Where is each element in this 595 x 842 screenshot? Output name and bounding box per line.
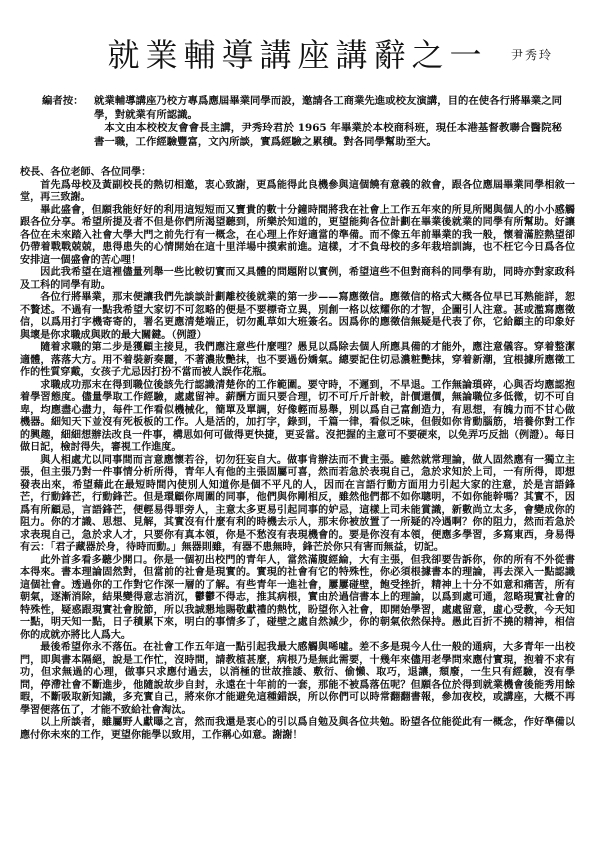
paragraph: 與人相處尤以同事間而言意應懷若谷，切勿狂妄自大。做事肯辦法而不貴主張。雖然就常理論，做人固然應有一獨立主張，但主張乃對一件事情分析所得，青年人有他的主張固屬可喜，然而若急於表現自己，急於求知於上司，一有所得，即想發表出來，希望藉此在最短時間內使別人知道你是個不平凡的人，因而在言語行動方面用力引起大家的注意，於是言語鋒芒，行動鋒芒，行動鋒芒。但是環顧你周圍的同事，他們與你剛相反，雖然他們都不如你聰明，不如你能幹嗎？其實不，因爲有所顧忌，言語鋒芒，便輕易得罪旁人，主意太多更易引起同事的妒忌，這樣上司未能賞識，新數尚立太多，會變成你的阻力。你的才識、思想、見解，其實沒有什麼有利的時機去示人，那末你被放置了一所疑的冷遇啊？你的阻力，然而若急於求表現自己，急於求人才，只要你有真本領，你是不愁沒有表現機會的。要是你沒有本領，便應多學習，多寫東西，身易得有云：「君子藏器於身，待時而動。」無器則雖，有器不患無時，鋒芒於你只有害而無益，切記。 bbox=[20, 454, 575, 553]
page-title: 就業輔導講座講辭之一 bbox=[107, 36, 488, 74]
salutation: 校長、各位老師、各位同學： bbox=[20, 167, 152, 178]
editor-note-body bbox=[94, 95, 562, 149]
paragraph: 畢此盛會，但願我能好好的利用這短短而又寶貴的數十分鐘時間將我在社會上工作五年來的所見所聞與個人的小小感觸跟各位分享。希望所提及者不但是你們所渴望聽到，所樂於知道的，更望能夠各位計劃在畢業後就業的同學有所幫助。好讓各位在未來踏入社會大學大門之前先行有一概念，在心理上作好適當的準備。而不像五年前畢業的我一般，懷着滿腔熱望卻仍帶着戰戰兢兢，患得患失的心情開始在這十里洋場中摸索前進。這樣，才不負母校的多年栽培訓誨，也不枉它今日爲各位安排這一個盛會的苦心哩！ bbox=[20, 204, 575, 266]
paragraph: 因此我希望在這裡儘量列舉一些比較切實而又具體的問題附以實例，希望這些不但對商科的同學有助，同時亦對家政科及工科的同學有助。 bbox=[20, 267, 575, 291]
title-row bbox=[0, 30, 595, 78]
paragraph: 此外首多看多聽少開口。你是一個初出校門的青年人，當然滿腹經綸，大有主張，但我卻要告訴你，你的所有不外從書本得來。書本理論固然對，但當前的社會是現實的。實現的社會有它的特殊性，你必須根據書本的理論，再去深入一點認識這個社會。透過你的工作對它作深一層的了解。有些青年一進社會，屢屢碰壁，飽受挫折，精神上十分不如意和痛苦，所有朝氣，逐漸消除，結果變得意志消沉，鬱鬱不得志，推其病根，實由於過信書本上的理論，以爲到處可通，忽略現實社會的特殊性，疑惑跟現實社會脫節，所以我誠懇地賜敬獻禮的熱忱，盼望你入社會，即開始學習，處處留意，虛心受教，今天知一點，明天知一點，日子積累下來，明白的事情多了，碰壁之處自然減少，你的朝氣依然保持。愚此百折不撓的精神，相信你的成就亦將比人爲大。 bbox=[20, 554, 575, 641]
paragraph: 以上所談者，雖屬野人獻曝之言，然而我還是衷心的引以爲自勉及與各位共勉。盼望各位能從此有一概念，作好準備以應付你未來的工作，更望你能學以致用，工作稱心如意。謝謝！ bbox=[20, 717, 575, 741]
paragraph: 最後希望你永不落伍。在社會工作五年這一點引起我最大感觸與唏噓。差不多是現今人仕一般的通病，大多青年一出校門，即與書本隔絕，說是工作忙，沒時間，請教植甚麼，病根乃是無此需要，十幾年來儘用老學問來應付實現，抱着不求有功，但求無過的心理，做事只求應付過去，以消極的世故推諉、敷衍、偷懶、取巧，退讓，頹廢，一生只有經驗，沒有學問，停滯社會不斷進步，他隨說故步自封，永遠在十年前的一套，那能不被爲落伍呢？但願各位於得到就業機會後能秀用餘暇，不斷吸取新知識，多充實自己，將來你才能避免這種錯誤，所以你們可以時常翻翻書報，參加夜校，或講座，大概不再學習便落伍了，才能不致給社會淘汰。 bbox=[20, 642, 575, 716]
paragraph: 隨着求職的第二步是獲顧主接見，我們應注意些什麼哩？愚見以爲除去個人所應具備的才能外，應注意儀容。穿着整潔適體，落落大方。用不着裝新奏麗，不著濃妝艷抹，也不要過份嬌氣。總要記住切忌濃粧艷抹，穿着新潮，宜根據所應徵工作的性質穿戴，女孩子尤忌因打扮不當而被人誤作花瓶。 bbox=[20, 342, 575, 378]
editor-note-line: 本文由本校校友會會長主講，尹秀玲君於 1965 年畢業於本校商科班，現任本港基督教聯合醫院秘書一職，工作經驗豐富，文內所談，實爲經驗之累積。對各同學幫助至大。 bbox=[94, 122, 562, 148]
editor-note-label: 編者按： bbox=[42, 95, 84, 107]
paragraph: 首先爲母校及黃副校長的熱切相邀，衷心致謝，更爲能得此良機參與這個饒有意義的敘會，跟各位應屆畢業同學相敘一堂，再三致謝。 bbox=[20, 179, 575, 203]
paragraph: 各位行將畢業，那末便讓我們先談談計劃離校後就業的第一步——寫應徵信。應徵信的格式大概各位早已耳熟能詳，恕不贅述。不過有一點我希望大家切不可忽略的便是不要標奇立異，別創一格以炫耀你的才智，企圖引人注意。甚或濫寫應徵信，以爲用打字機寄寄的，署名更應清楚端正，切勿亂草如大班簽名。因爲你的應徵信無疑是代表了你，它給顧主的印象好與壞是你求職成與敗的最大關鍵。（例證） bbox=[20, 292, 575, 341]
article-body bbox=[20, 167, 575, 742]
paragraph: 求職成功那末在得到職位後該先行認識清楚你的工作範圍。要守時，不遲到，不早退。工作無論瑣碎，心與否均應認抱着學習態度。儘量學取工作經驗，處處留神。薪酬方面只要合理，切不可斤斤計較，計價還價，無論職位多低微，切不可自卑，均應盡心盡力，每件工作看似機械化，簡單及單調，好像輕而易舉，別以爲自己富創造力，有思想，有魄力而不甘心做機器。細知天下並沒有死板板的工作。人是活的，加打字，錄到，千篇一律，看似乏味，但假如你肯動腦筋，培養你對工作的興趣，細細想辦法改良一件事，構思如何可做得更快捷，更妥當。沒把握的主意可不要硬來，以免弄巧反拙（例證）。每日做日記，檢討得失，審視工作進度。 bbox=[20, 379, 575, 453]
author-name: 尹秀玲 bbox=[510, 48, 553, 62]
editor-note bbox=[42, 95, 562, 149]
editor-note-line: 就業輔導講座乃校方專爲應屆畢業同學而設，邀請各工商業先進或校友演講，目的在使各行將畢業之同學，對就業有所認識。 bbox=[94, 95, 562, 121]
